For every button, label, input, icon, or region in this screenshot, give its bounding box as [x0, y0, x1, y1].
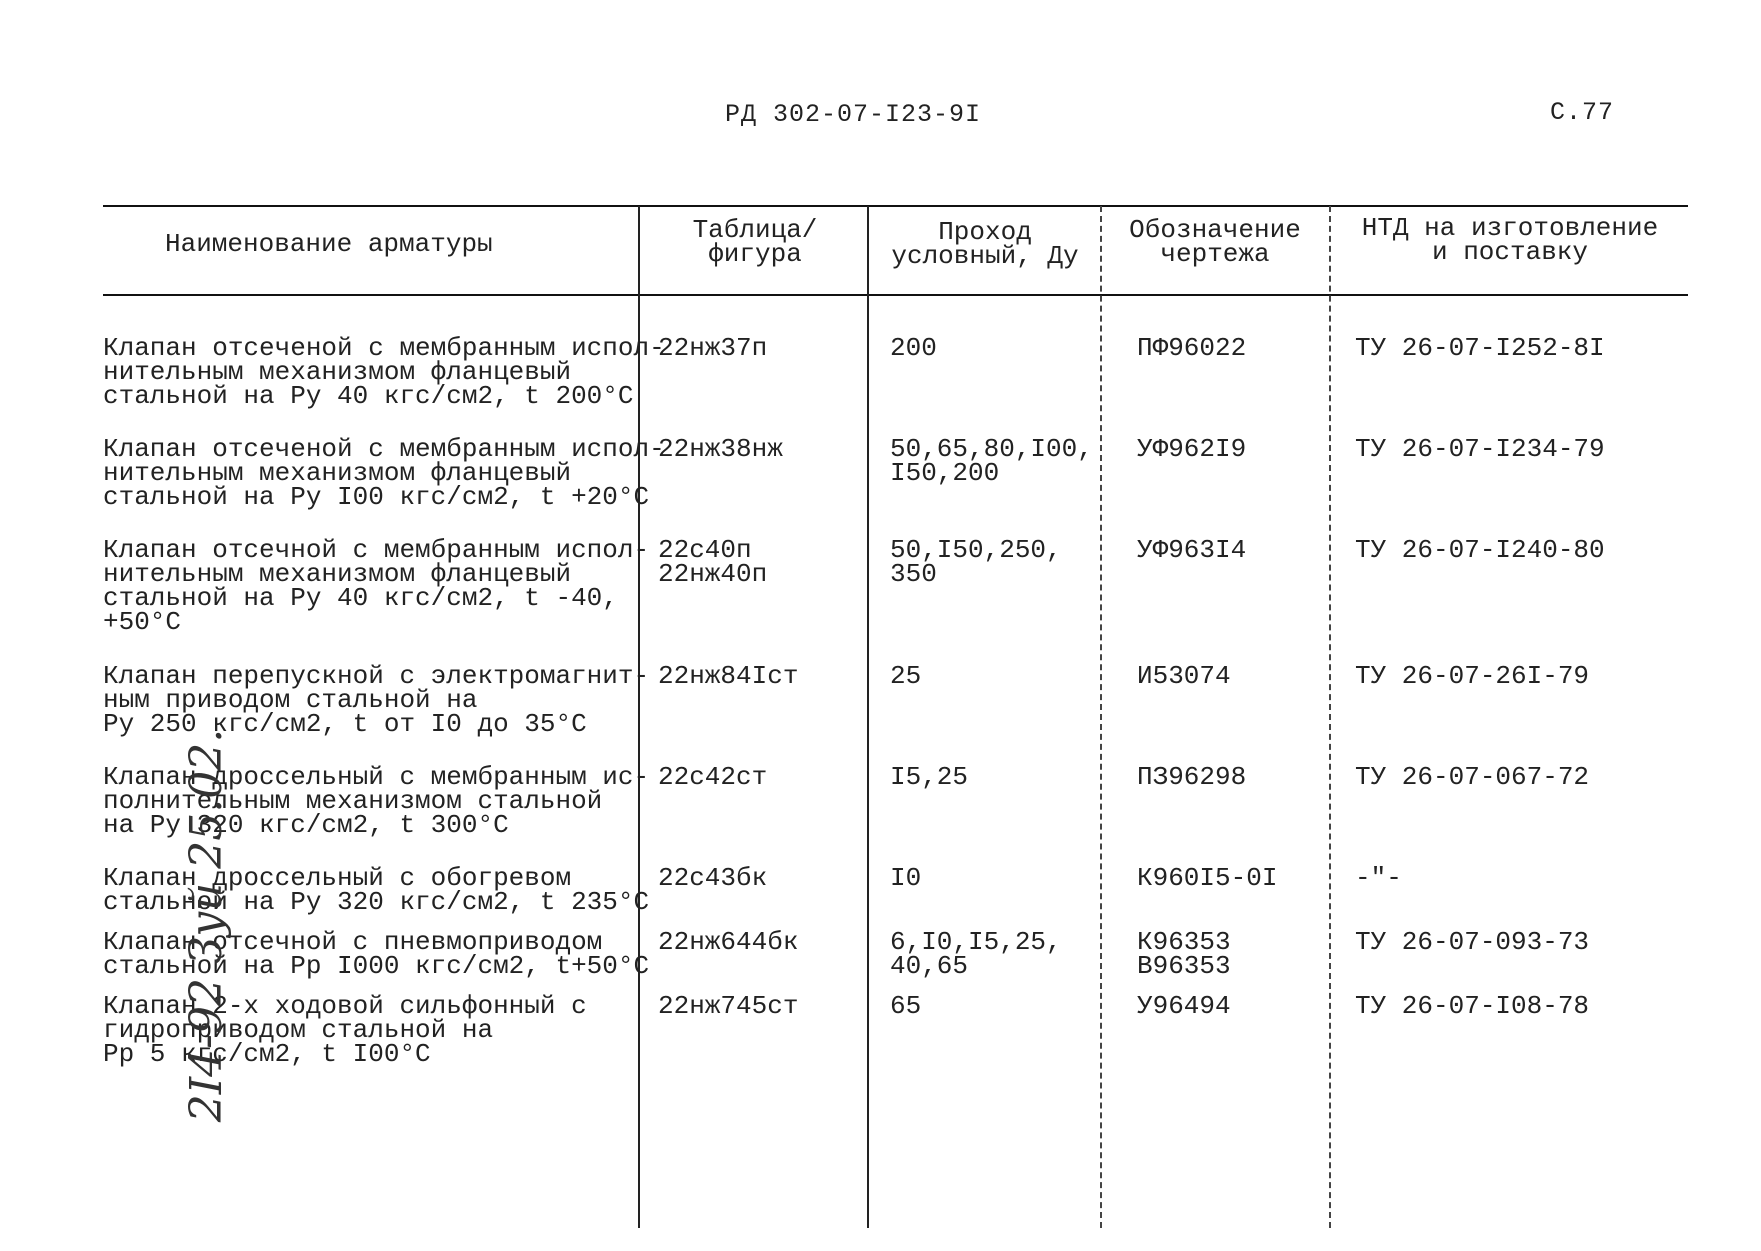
row-7-name: Клапан отсечной с пневмоприводом стальной на Рр I000 кгс/см2, t+50°С — [103, 927, 650, 981]
row-1-name: Клапан отсеченой с мембранным испол- нительным механизмом фланцевый стальной на Ру 40 кгс/см2, t 200°С — [103, 333, 665, 411]
row-5-figure: 22с42ст — [658, 762, 768, 792]
row-5-bore: I5,25 — [890, 762, 969, 792]
table-header-rule — [103, 294, 1688, 296]
row-3-bore: 50,I50,250, 350 — [890, 535, 1062, 589]
row-2-bore: 50,65,80,I00, I50,200 — [890, 434, 1093, 488]
column-divider-3 — [1100, 206, 1102, 1228]
header-name: Наименование арматуры — [165, 229, 493, 259]
row-1-bore: 200 — [890, 333, 937, 363]
row-4-bore: 25 — [890, 661, 922, 691]
row-6-drawing: К960I5-0I — [1137, 863, 1278, 893]
column-divider-4 — [1329, 206, 1331, 1228]
row-8-drawing: У96494 — [1137, 991, 1231, 1021]
row-2-ntd: ТУ 26-07-I234-79 — [1355, 434, 1605, 464]
row-5-ntd: ТУ 26-07-067-72 — [1355, 762, 1590, 792]
row-8-figure: 22нж745ст — [658, 991, 799, 1021]
row-4-figure: 22нж84Iст — [658, 661, 799, 691]
row-3-name: Клапан отсечной с мембранным испол- нительным механизмом фланцевый стальной на Ру 40 кгс/см2, t -40, +50°С — [103, 535, 650, 637]
row-3-figure: 22с40п 22нж40п — [658, 535, 768, 589]
row-4-name: Клапан перепускной с электромагнит- ным приводом стальной на Ру 250 кгс/см2, t от I0 до 35°С — [103, 661, 650, 739]
header-bore: Проход условный, Ду — [891, 217, 1079, 271]
row-1-ntd: ТУ 26-07-I252-8I — [1355, 333, 1605, 363]
row-3-drawing: УФ963I4 — [1137, 535, 1247, 565]
row-5-name: Клапан дроссельный с мембранным ис- полнительным механизмом стальной на Ру 320 кгс/см2, t 300°С — [103, 762, 650, 840]
row-6-name: Клапан дроссельный с обогревом стальной на Ру 320 кгс/см2, t 235°С — [103, 863, 650, 917]
header-ntd: НТД на изготовление и поставку — [1361, 213, 1659, 267]
row-8-name: Клапан 2-х ходовой сильфонный с гидроприводом стальной на Рр 5 кгс/см2, t I00°С — [103, 991, 587, 1069]
document-code: РД 302-07-I23-9I — [725, 100, 982, 129]
row-8-bore: 65 — [890, 991, 922, 1021]
row-7-ntd: ТУ 26-07-093-73 — [1355, 927, 1590, 957]
handwritten-margin-note: 2I4-92 Зуй 25.02. — [181, 728, 233, 1123]
row-6-figure: 22с43бк — [658, 863, 768, 893]
header-table-figure: Таблица/ фигура — [692, 215, 818, 269]
row-6-bore: I0 — [890, 863, 922, 893]
header-drawing: Обозначение чертежа — [1129, 215, 1301, 269]
row-1-figure: 22нж37п — [658, 333, 768, 363]
row-6-ntd: -"- — [1355, 863, 1402, 893]
table-top-rule — [103, 205, 1688, 207]
row-7-figure: 22нж644бк — [658, 927, 799, 957]
column-divider-2 — [867, 206, 869, 1228]
row-3-ntd: ТУ 26-07-I240-80 — [1355, 535, 1605, 565]
row-5-drawing: ПЗ96298 — [1137, 762, 1247, 792]
row-1-drawing: ПФ96022 — [1137, 333, 1247, 363]
row-4-ntd: ТУ 26-07-26I-79 — [1355, 661, 1590, 691]
row-8-ntd: ТУ 26-07-I08-78 — [1355, 991, 1590, 1021]
row-7-drawing: К96353 В96353 — [1137, 927, 1231, 981]
row-4-drawing: И53074 — [1137, 661, 1231, 691]
row-2-name: Клапан отсеченой с мембранным испол- нительным механизмом фланцевый стальной на Ру I00 кгс/см2, t +20°С — [103, 434, 665, 512]
row-2-drawing: УФ962I9 — [1137, 434, 1247, 464]
row-2-figure: 22нж38нж — [658, 434, 783, 464]
page-number: С.77 — [1550, 98, 1615, 127]
row-7-bore: 6,I0,I5,25, 40,65 — [890, 927, 1062, 981]
